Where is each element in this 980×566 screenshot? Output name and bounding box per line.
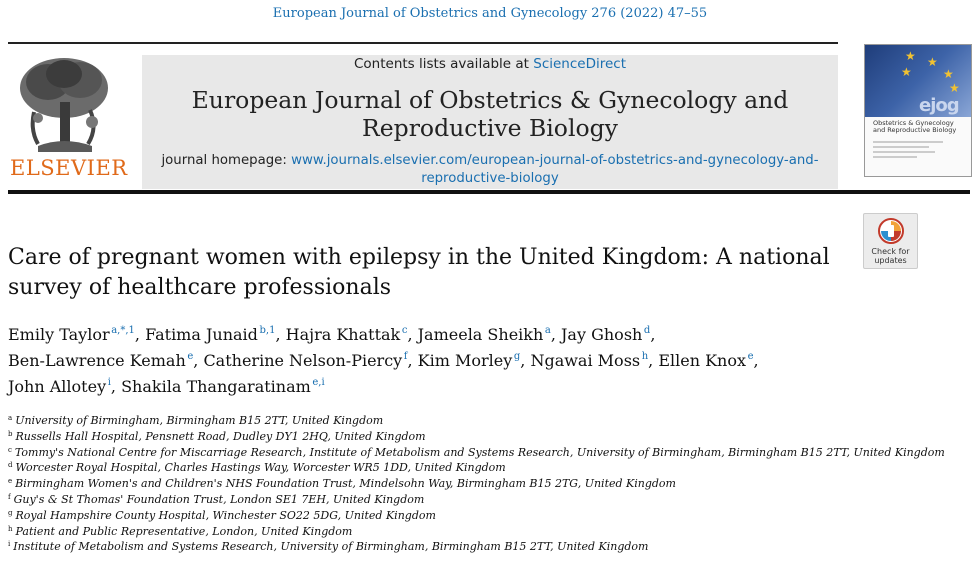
author-separator: , — [110, 377, 122, 396]
author-separator: , — [193, 351, 204, 370]
check-updates-line1: Check for — [871, 247, 910, 256]
journal-title-line1: European Journal of Obstetrics & Gynecology and — [191, 86, 789, 114]
author-name[interactable]: Fatima Junaid — [145, 325, 258, 344]
author-list — [8, 322, 958, 400]
author-separator: , — [407, 351, 418, 370]
author-name[interactable]: Jay Ghosh — [561, 325, 643, 344]
author-line-3 — [8, 374, 958, 400]
author-separator: , — [407, 325, 418, 344]
header-top-rule — [8, 42, 838, 44]
affiliation-text: University of Birmingham, Birmingham B15 2TT, United Kingdom — [15, 414, 384, 427]
cover-title — [873, 120, 965, 134]
article-title-line2: survey of healthcare professionals — [8, 275, 392, 300]
affiliation-text: Royal Hampshire County Hospital, Winchester SO22 5DG, United Kingdom — [15, 508, 436, 522]
affiliation-text: Birmingham Women's and Children's NHS Foundation Trust, Mindelsohn Way, Birmingham B15 2TG, United Kingdom — [15, 477, 676, 491]
star-icon: ★ — [949, 81, 960, 95]
star-icon: ★ — [905, 49, 916, 63]
article-title-line1: Care of pregnant women with epilepsy in the United Kingdom: A national — [8, 245, 830, 270]
affiliation-text: Worcester Royal Hospital, Charles Hastings Way, Worcester WR5 1DD, United Kingdom — [15, 461, 506, 475]
contents-prefix: Contents lists available at — [353, 56, 534, 72]
check-updates-line2: updates — [874, 256, 907, 265]
star-icon: ★ — [927, 55, 938, 69]
author-affil-sup[interactable]: e,i — [312, 377, 325, 388]
affiliation-list — [8, 413, 968, 555]
author-name[interactable]: Shakila Thangaratinam — [121, 377, 311, 396]
author-affil-sup[interactable]: c — [401, 325, 408, 336]
cover-abbrev: ejog — [919, 95, 959, 116]
author-separator: , — [753, 351, 759, 370]
author-line-2 — [8, 348, 958, 374]
author-affil-sup[interactable]: i — [107, 377, 111, 388]
cover-title-line2: and Reproductive Biology — [873, 126, 957, 134]
homepage-link-line2[interactable]: reproductive-biology — [421, 171, 559, 186]
author-name[interactable]: Hajra Khattak — [285, 325, 401, 344]
author-name[interactable]: Catherine Nelson-Piercy — [203, 351, 403, 370]
author-name[interactable]: Ellen Knox — [658, 351, 747, 370]
author-affil-sup[interactable]: b,1 — [259, 325, 276, 336]
affiliation-key: f — [8, 492, 11, 501]
author-affil-sup[interactable]: e — [187, 351, 194, 362]
author-name[interactable]: Ngawai Moss — [530, 351, 641, 370]
affiliation-key: h — [8, 524, 13, 533]
cover-text-lines — [873, 141, 943, 161]
cover-title-line1: Obstetrics & Gynecology — [873, 119, 954, 127]
homepage-link-line1[interactable]: www.journals.elsevier.com/european-journal-of-obstetrics-and-gynecology-and- — [291, 153, 819, 168]
affiliation-key: e — [8, 477, 13, 486]
journal-cover-thumbnail[interactable] — [864, 44, 972, 177]
journal-citation[interactable] — [0, 6, 980, 21]
affiliation-item — [8, 508, 968, 524]
header-bottom-rule — [8, 190, 970, 194]
author-affil-sup[interactable]: d — [643, 325, 651, 336]
author-separator: , — [648, 351, 659, 370]
crossmark-icon — [878, 218, 904, 244]
affiliation-item — [8, 445, 968, 461]
author-affil-sup[interactable]: a,*,1 — [111, 325, 135, 336]
check-for-updates-label — [864, 247, 917, 265]
affiliation-key: d — [8, 461, 13, 470]
affiliation-item — [8, 492, 968, 508]
affiliation-item — [8, 476, 968, 492]
author-separator: , — [550, 325, 562, 344]
affiliation-key: c — [8, 445, 12, 454]
author-separator: , — [275, 325, 286, 344]
affiliation-key: g — [8, 508, 13, 517]
author-affil-sup[interactable]: g — [513, 351, 521, 362]
author-affil-sup[interactable]: f — [403, 351, 408, 362]
contents-line — [142, 55, 838, 72]
homepage-label: journal homepage: — [161, 153, 292, 168]
author-name[interactable]: Jameela Sheikh — [417, 325, 544, 344]
author-affil-sup[interactable]: a — [544, 325, 551, 336]
journal-homepage — [142, 152, 838, 188]
check-for-updates-button[interactable] — [863, 213, 918, 269]
journal-title-line2: Reproductive Biology — [362, 114, 618, 142]
affiliation-item — [8, 524, 968, 540]
journal-title — [142, 86, 838, 142]
affiliation-text: Guy's & St Thomas' Foundation Trust, London SE1 7EH, United Kingdom — [13, 492, 425, 506]
star-icon: ★ — [943, 67, 954, 81]
author-separator: , — [134, 325, 146, 344]
affiliation-text: Russells Hall Hospital, Pensnett Road, Dudley DY1 2HQ, United Kingdom — [15, 429, 426, 443]
affiliation-item — [8, 413, 968, 429]
affiliation-key: a — [8, 414, 13, 422]
author-name[interactable]: John Allotey — [8, 377, 107, 396]
star-icon: ★ — [901, 65, 912, 79]
author-line-1 — [8, 322, 958, 348]
affiliation-key: b — [8, 429, 13, 438]
affiliation-text: Tommy's National Centre for Miscarriage Research, Institute of Metabolism and Systems Research, University of Birmingham, Birmingham B15 2TT, United Kingdom — [14, 445, 945, 459]
elsevier-tree-icon — [8, 52, 120, 156]
author-name[interactable]: Ben-Lawrence Kemah — [8, 351, 186, 370]
sciencedirect-link[interactable]: ScienceDirect — [533, 56, 627, 72]
article-title — [8, 243, 868, 303]
publisher-wordmark: ELSEVIER — [10, 156, 128, 180]
author-name[interactable]: Emily Taylor — [8, 325, 110, 344]
author-separator: , — [650, 325, 656, 344]
affiliation-text: Institute of Metabolism and Systems Research, University of Birmingham, Birmingham B15 2TT, United Kingdom — [13, 540, 649, 554]
journal-header-box — [142, 55, 838, 189]
author-affil-sup[interactable]: h — [641, 351, 649, 362]
author-separator: , — [520, 351, 531, 370]
affiliation-item — [8, 460, 968, 476]
affiliation-item — [8, 429, 968, 445]
affiliation-item — [8, 539, 968, 555]
citation-link[interactable]: European Journal of Obstetrics and Gynecology 276 (2022) 47–55 — [272, 6, 708, 21]
author-affil-sup[interactable]: e — [747, 351, 754, 362]
affiliation-text: Patient and Public Representative, London, United Kingdom — [15, 524, 353, 538]
author-name[interactable]: Kim Morley — [417, 351, 513, 370]
affiliation-key: i — [8, 540, 11, 549]
